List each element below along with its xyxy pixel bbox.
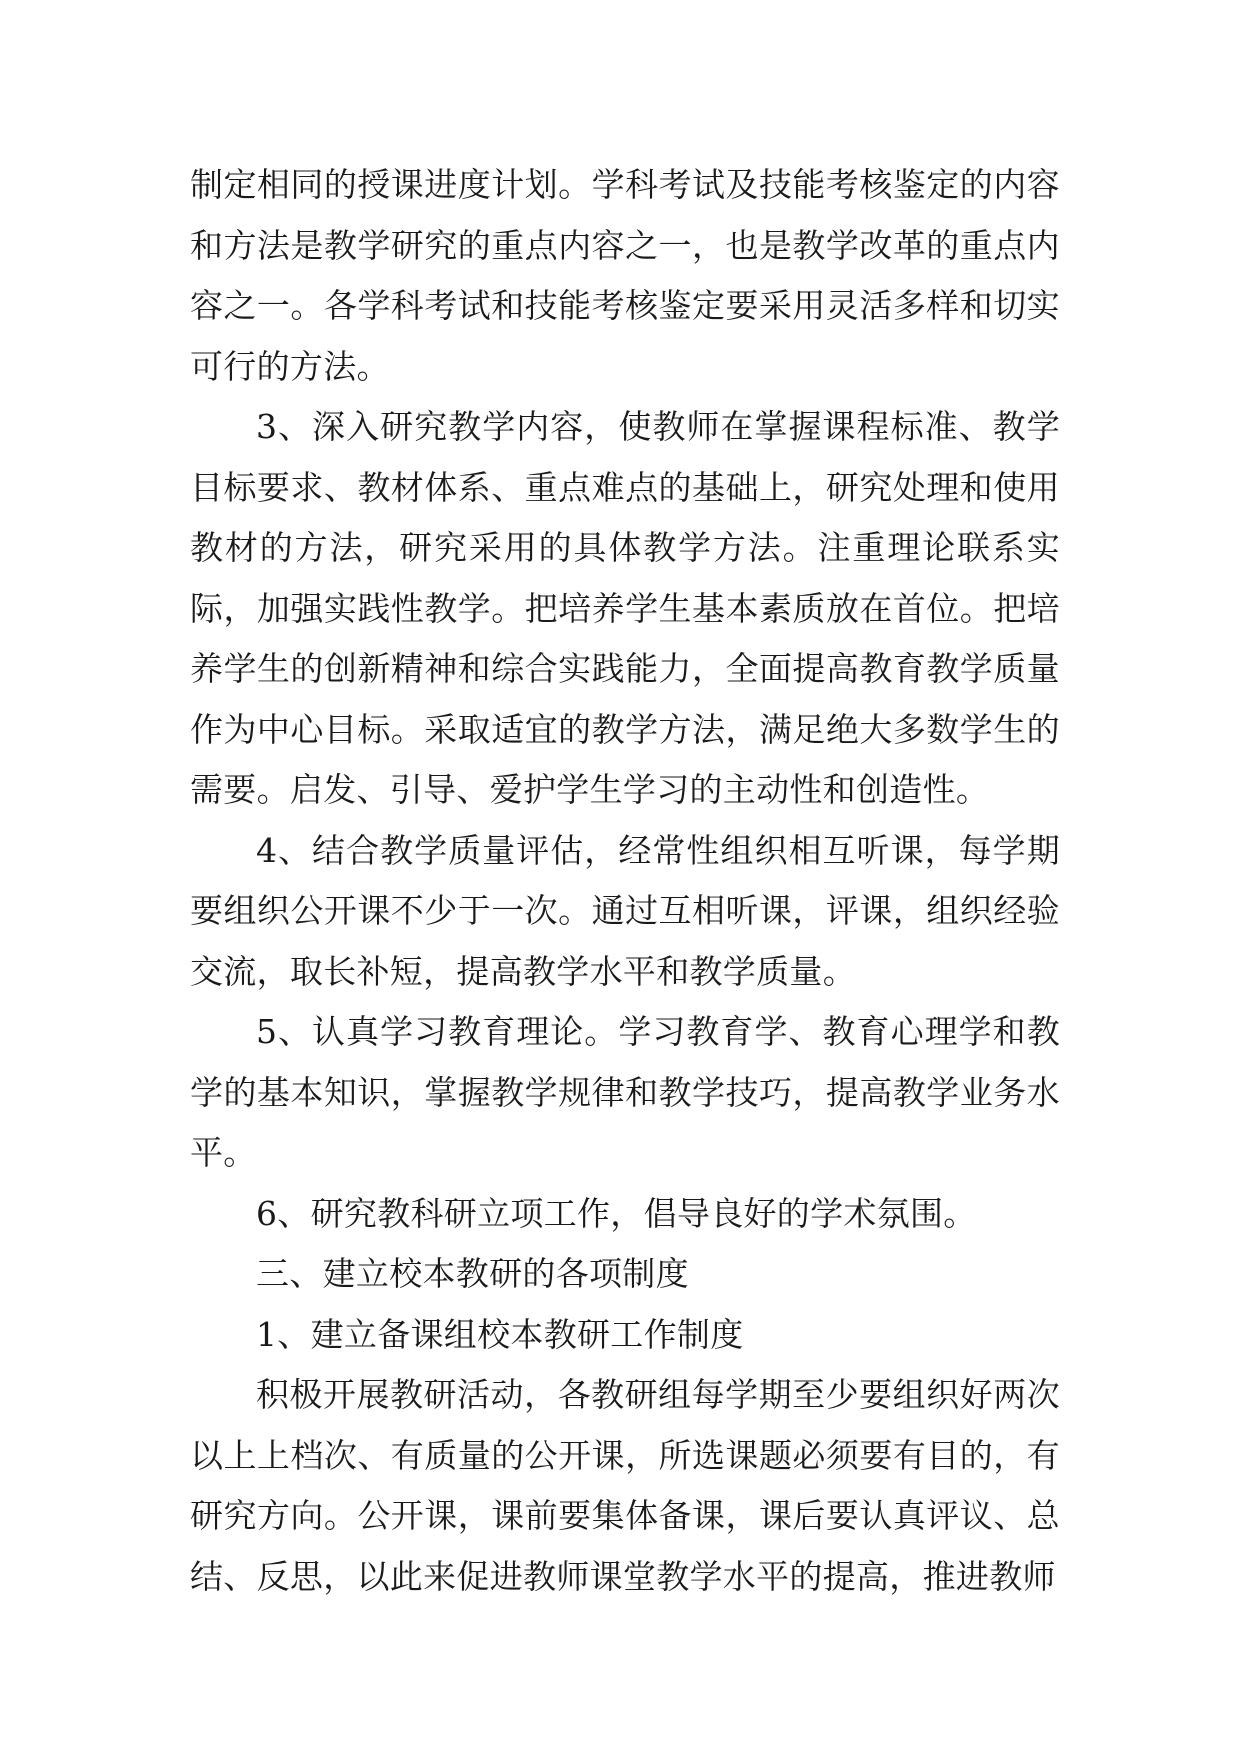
section-heading-3: 三、建立校本教研的各项制度 bbox=[256, 1254, 689, 1293]
paragraph-item-6: 6、研究教科研立项工作，倡导良好的学术氛围。 bbox=[256, 1193, 977, 1233]
paragraph-continuation: 制定相同的授课进度计划。学科考试及技能考核鉴定的内容和方法是教学研究的重点内容之一，也是教学改革的重点内容之一。各学科考试和技能考核鉴定要采用灵活多样和切实可行的方法。 bbox=[190, 165, 1060, 386]
paragraph-item-5: 5、认真学习教育理论。学习教育学、教育心理学和教学的基本知识，掌握教学规律和教学技巧，提高教学业务水平。 bbox=[190, 1012, 1060, 1172]
subsection-heading-1: 1、建立备课组校本教研工作制度 bbox=[256, 1314, 744, 1354]
paragraph-item-3: 3、深入研究教学内容，使教师在掌握课程标准、教学目标要求、教材体系、重点难点的基础上，研究处理和使用教材的方法，研究采用的具体教学方法。注重理论联系实际，加强实践性教学。把培养学生基本素质放在首位。把培养学生的创新精神和综合实践能力，全面提高教育教学质量作为中心目标。采取适宜的教学方法，满足绝大多数学生的需要。启发、引导、爱护学生学习的主动性和创造性。 bbox=[190, 407, 1060, 809]
paragraph-item-4: 4、结合教学质量评估，经常性组织相互听课，每学期要组织公开课不少于一次。通过互相听课，评课，组织经验交流，取长补短，提高教学水平和教学质量。 bbox=[190, 830, 1060, 991]
document-body bbox=[190, 155, 1060, 1607]
paragraph-teaching-activities: 积极开展教研活动，各教研组每学期至少要组织好两次以上上档次、有质量的公开课，所选课题必须要有目的，有研究方向。公开课，课前要集体备课，课后要认真评议、总结、反思，以此来促进教师课堂教学水平的提高，推进教师 bbox=[190, 1375, 1060, 1596]
